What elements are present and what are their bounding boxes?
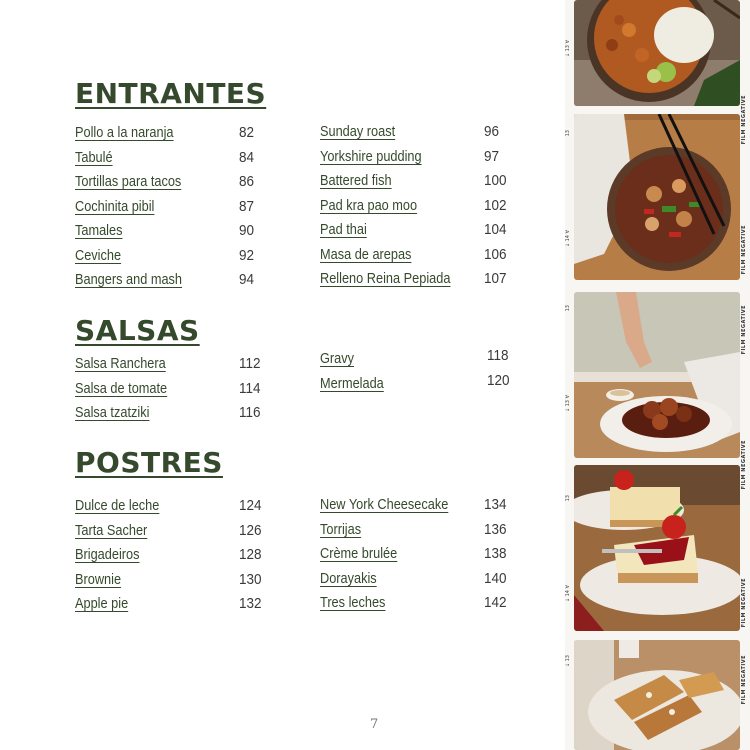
page-number: 97 [484,148,500,165]
recipe-row[interactable] [320,123,510,145]
recipe-link[interactable]: Bangers and mash [75,271,183,288]
page-number: 116 [239,404,261,421]
film-negative-label: FILM NEGATIVE [741,655,747,705]
recipe-link[interactable]: Pollo a la naranja [75,124,174,141]
recipe-link[interactable]: Salsa tzatziki [75,404,150,421]
page-number-footer: 7 [370,717,379,732]
frame-marker: 13 [565,130,571,137]
recipe-link[interactable]: New York Cheesecake [320,496,449,513]
recipe-row[interactable] [320,270,510,292]
recipe-row[interactable] [320,148,510,170]
recipe-row[interactable] [75,222,265,244]
recipe-link[interactable]: Battered fish [320,172,392,189]
recipe-link[interactable]: Salsa Ranchera [75,355,166,372]
recipe-row[interactable] [320,246,510,268]
recipe-link[interactable]: Dorayakis [320,570,377,587]
seasoning-dish-photo [574,292,740,458]
recipe-link[interactable]: Tortillas para tacos [75,173,182,190]
frame-marker: ↓ 13 ∀ [565,395,571,413]
frame-marker: ↓ 14 ∀ [565,230,571,248]
recipe-link[interactable]: Cochinita pibil [75,198,155,215]
film-negative-label: FILM NEGATIVE [741,440,747,490]
recipe-row[interactable] [75,173,265,195]
frame-marker: ↓ 14 ∀ [565,585,571,603]
recipe-row[interactable] [75,355,265,377]
recipe-row[interactable] [75,571,265,593]
page-number: 87 [239,198,255,215]
page-number: 90 [239,222,255,239]
recipe-row[interactable] [320,496,510,518]
recipe-link[interactable]: Tarta Sacher [75,522,148,539]
recipe-link[interactable]: Tres leches [320,594,386,611]
recipe-row[interactable] [320,221,510,243]
page-number: 142 [484,594,507,611]
film-negative-label: FILM NEGATIVE [741,225,747,275]
recipe-link[interactable]: Yorkshire pudding [320,148,422,165]
recipe-link[interactable]: Crème brulée [320,545,398,562]
recipe-row[interactable] [75,149,265,171]
recipe-row[interactable] [75,247,265,269]
recipe-link[interactable]: Mermelada [320,375,384,392]
french-toast-photo [574,640,740,750]
page-number: 94 [239,271,255,288]
recipe-row[interactable] [75,124,265,146]
recipe-row[interactable] [75,404,265,426]
recipe-row[interactable] [75,497,265,519]
recipe-link[interactable]: Relleno Reina Pepiada [320,270,451,287]
page-number: 96 [484,123,500,140]
recipe-row[interactable] [320,521,510,543]
recipe-row[interactable] [320,372,510,397]
page-number: 132 [239,595,262,612]
page-number: 130 [239,571,262,588]
page-number: 100 [484,172,507,189]
page-number: 126 [239,522,262,539]
frame-marker: ↓ 13 ∀ [565,40,571,58]
cheesecake-photo [574,465,740,631]
section-heading-salsas: SALSAS [75,314,200,347]
page-number: 86 [239,173,255,190]
page-number: 136 [484,521,507,538]
recipe-row[interactable] [320,172,510,194]
page-number: 128 [239,546,262,563]
recipe-row[interactable] [75,271,265,293]
page-number: 140 [484,570,507,587]
recipe-link[interactable]: Masa de arepas [320,246,412,263]
recipe-link[interactable]: Tabulé [75,149,113,166]
recipe-link[interactable]: Sunday roast [320,123,396,140]
page-number: 114 [239,380,261,397]
film-strip [565,0,750,750]
recipe-link[interactable]: Dulce de leche [75,497,160,514]
recipe-row[interactable] [320,594,510,616]
recipe-link[interactable]: Apple pie [75,595,129,612]
frame-marker: 13 [565,495,571,502]
recipe-row[interactable] [75,380,265,402]
page-number: 106 [484,246,507,263]
recipe-row[interactable] [75,198,265,220]
recipe-link[interactable]: Brownie [75,571,122,588]
recipe-row[interactable] [320,197,510,219]
section-heading-entrantes: ENTRANTES [75,77,267,110]
recipe-row[interactable] [75,546,265,568]
recipe-row[interactable] [320,347,510,372]
page-number: 138 [484,545,507,562]
page-number: 84 [239,149,255,166]
page-number: 82 [239,124,255,141]
recipe-row[interactable] [75,595,265,617]
page-number: 112 [239,355,261,372]
page-number: 124 [239,497,262,514]
recipe-link[interactable]: Torrijas [320,521,362,538]
frame-marker: ↓ 13 [565,655,571,668]
page-number: 134 [484,496,507,513]
page-number: 107 [484,270,507,287]
recipe-row[interactable] [320,570,510,592]
recipe-link[interactable]: Salsa de tomate [75,380,168,397]
section-heading-postres: POSTRES [75,446,223,479]
page-number: 104 [484,221,507,238]
recipe-link[interactable]: Brigadeiros [75,546,140,563]
film-negative-label: FILM NEGATIVE [741,305,747,355]
stir-fry-photo [574,114,740,280]
film-negative-label: FILM NEGATIVE [741,95,747,145]
recipe-link[interactable]: Tamales [75,222,123,239]
film-negative-label: FILM NEGATIVE [741,578,747,628]
recipe-row[interactable] [320,545,510,567]
frame-marker: 13 [565,305,571,312]
curry-rice-photo [574,0,740,106]
recipe-row[interactable] [75,522,265,544]
recipe-link[interactable]: Pad thai [320,221,367,238]
page-number: 118 [487,347,509,364]
page-number: 102 [484,197,507,214]
recipe-link[interactable]: Gravy [320,350,355,367]
recipe-link[interactable]: Ceviche [75,247,122,264]
page-number: 92 [239,247,255,264]
recipe-link[interactable]: Pad kra pao moo [320,197,418,214]
page-number: 120 [487,372,510,389]
